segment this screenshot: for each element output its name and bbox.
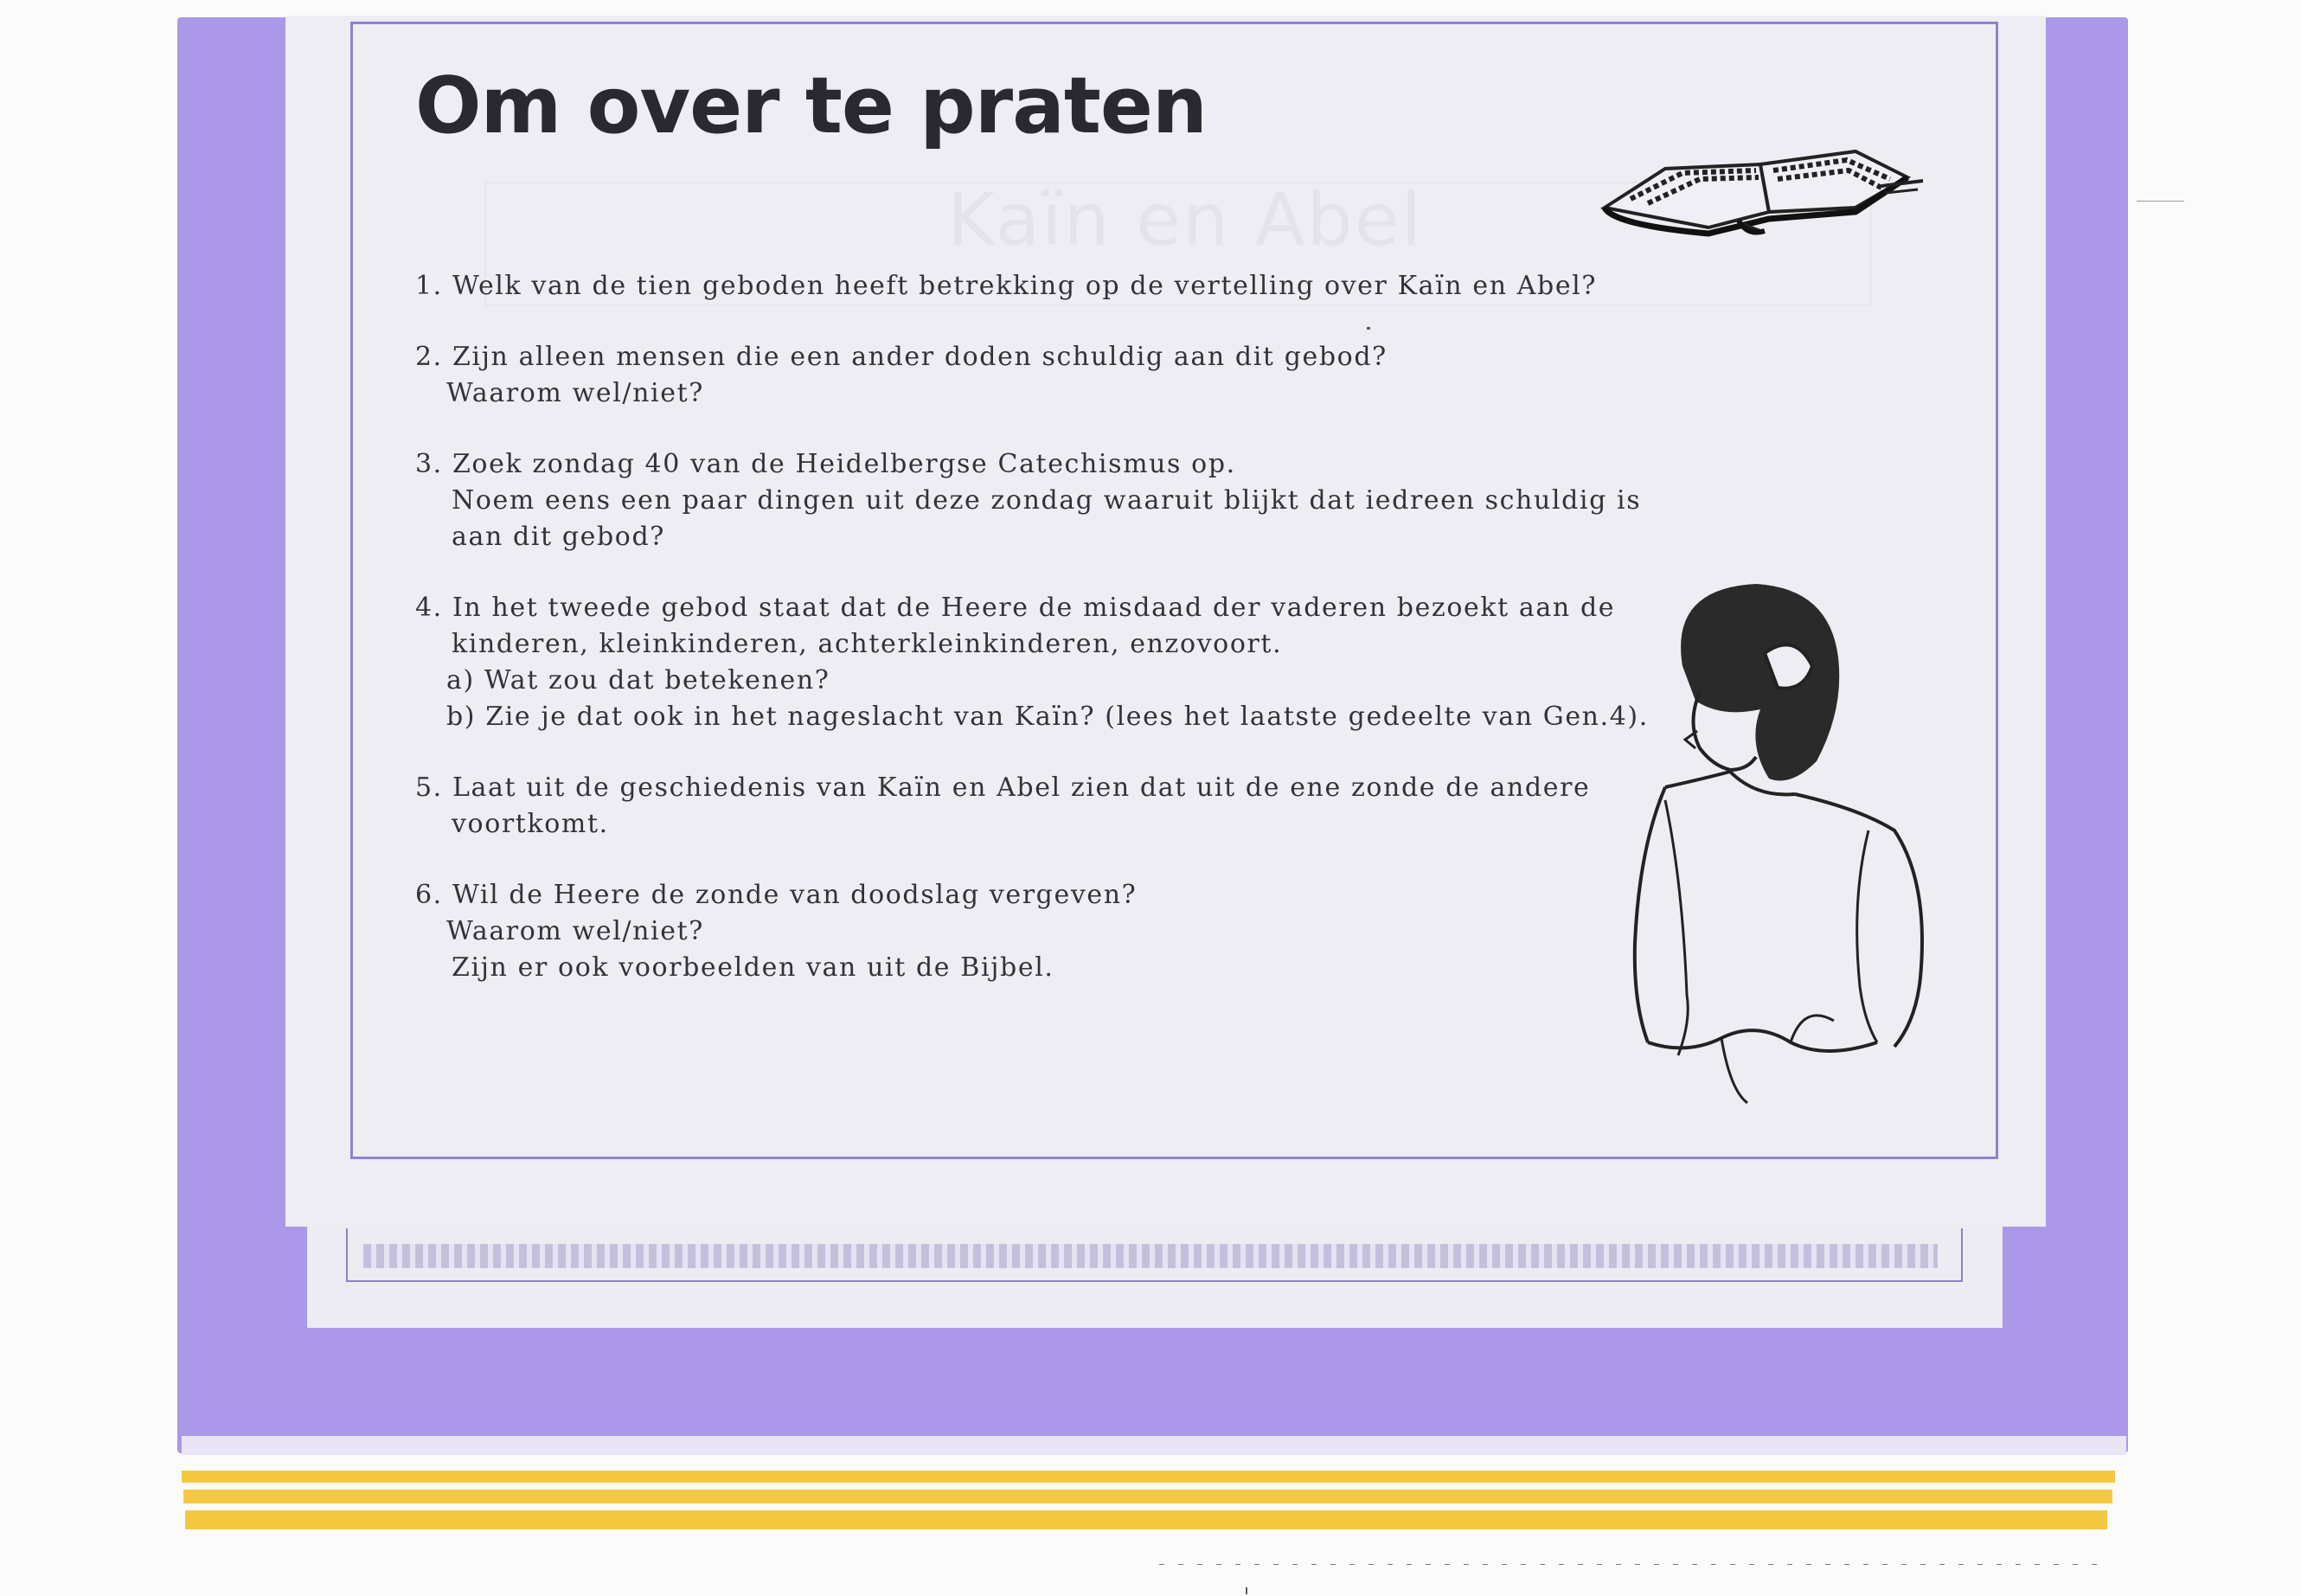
question-item <box>415 339 1626 412</box>
scan-speck <box>1159 1564 2111 1565</box>
yellow-page-edge <box>182 1471 2115 1483</box>
question-text: Waarom wel/niet? <box>446 378 704 408</box>
question-line <box>415 877 1626 913</box>
question-item <box>415 268 1626 304</box>
yellow-page-edge <box>185 1510 2107 1529</box>
question-text: a) Wat zou dat betekenen? <box>446 665 830 695</box>
scan-speck <box>2137 201 2184 202</box>
question-text: Zijn er ook voorbeelden van uit de Bijbel. <box>452 952 1054 983</box>
question-text: aan dit gebod? <box>452 522 665 552</box>
question-item <box>415 770 1626 843</box>
question-item <box>415 877 1626 986</box>
question-text: Zijn alleen mensen die een ander doden schuldig aan dit gebod? <box>452 342 1388 372</box>
question-number: 2. <box>415 342 443 372</box>
question-line <box>415 339 1626 375</box>
question-text: kinderen, kleinkinderen, achterkleinkinderen, enzovoort. <box>452 629 1283 659</box>
question-text: Welk van de tien geboden heeft betrekking op de vertelling over Kaïn en Abel? <box>452 271 1598 301</box>
question-number: 3. <box>415 449 443 479</box>
binder-page-edge <box>182 1436 2126 1455</box>
question-text: Noem eens een paar dingen uit deze zondag waaruit blijkt dat iedreen schuldig is <box>452 485 1642 516</box>
yellow-page-edge <box>183 1490 2112 1503</box>
scan-speck <box>1367 327 1370 330</box>
bleed-through-title: Kaïn en Abel <box>947 177 1423 262</box>
question-line <box>415 446 1626 483</box>
question-number: 1. <box>415 271 443 301</box>
question-number: 6. <box>415 880 443 910</box>
page-title: Om over te praten <box>415 61 1207 151</box>
question-item <box>415 446 1642 555</box>
scan-speck <box>1246 1587 1247 1594</box>
question-text: Waarom wel/niet? <box>446 916 704 946</box>
question-text: voortkomt. <box>452 809 609 839</box>
question-text: Wil de Heere de zonde van doodslag vergeven? <box>452 880 1138 910</box>
question-text: Zoek zondag 40 van de Heidelbergse Catechismus op. <box>452 449 1236 479</box>
question-text: Laat uit de geschiedenis van Kaïn en Abel zien dat uit de ene zonde de andere <box>452 772 1591 803</box>
question-line <box>415 268 1626 304</box>
question-list <box>415 268 1649 1021</box>
question-number: 5. <box>415 772 443 803</box>
underlying-page-caption <box>363 1244 1938 1268</box>
question-line <box>415 770 1626 806</box>
girl-illustration <box>1618 571 1946 1107</box>
question-text: In het tweede gebod staat dat de Heere de misdaad der vaderen bezoekt aan de <box>452 593 1616 623</box>
question-number: 4. <box>415 593 443 623</box>
question-text: b) Zie je dat ook in het nageslacht van Kaïn? (lees het laatste gedeelte van Gen.4). <box>446 702 1649 732</box>
open-bible-icon <box>1596 125 1929 238</box>
question-line <box>415 590 1626 626</box>
question-item <box>415 590 1649 735</box>
